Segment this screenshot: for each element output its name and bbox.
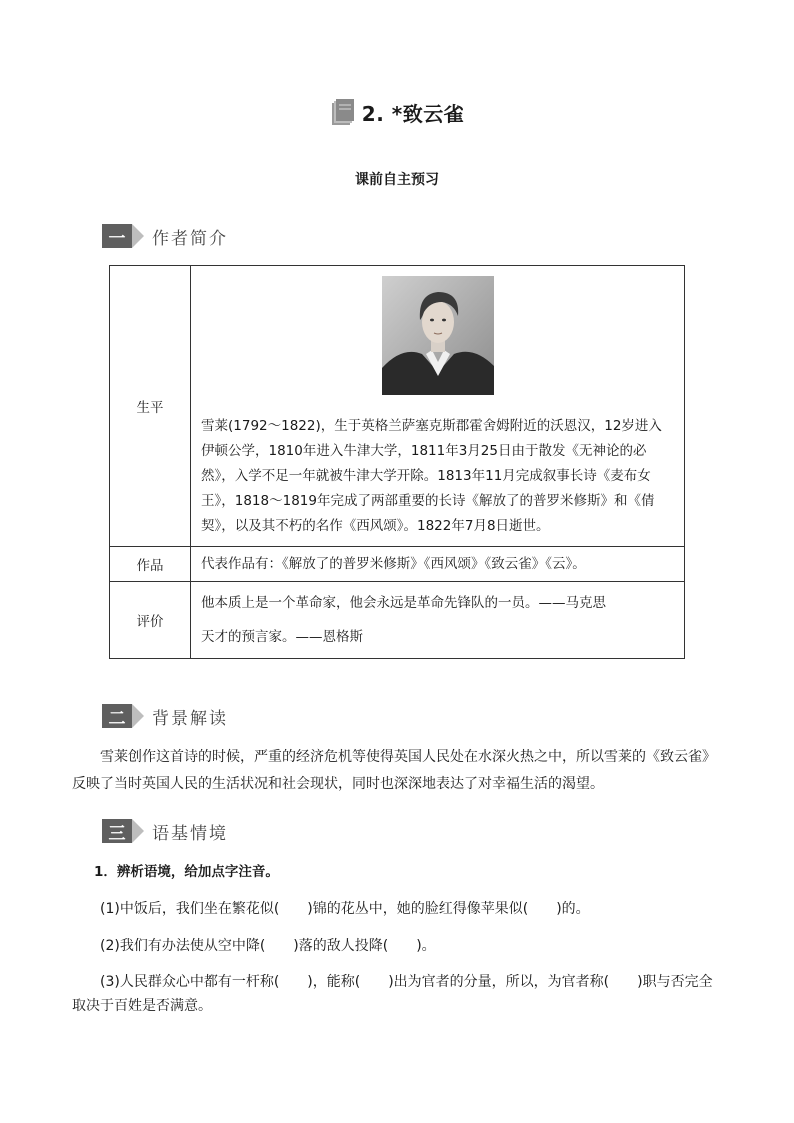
row-label: 作品: [110, 547, 191, 582]
section-number-badge: 一: [102, 224, 132, 248]
book-icon: [330, 99, 354, 127]
section-title: 作者简介: [152, 228, 228, 249]
section-header-author: [102, 222, 228, 250]
row-label: 生平: [110, 266, 191, 547]
works-description: 代表作品有：《解放了的普罗米修斯》《西风颂》《致云雀》《云》。: [191, 547, 685, 582]
question-item: (3)人民群众心中都有一杆称( )，能称( )出为官者的分量，所以，为官者称( )职与否完全取决于百姓是否满意。: [72, 974, 713, 1014]
section-header-language: [102, 817, 228, 845]
table-row: [110, 582, 685, 659]
section-title: 背景解读: [152, 708, 228, 729]
table-row: [110, 547, 685, 582]
row-content: [191, 266, 685, 547]
row-label: 评价: [110, 582, 191, 659]
life-description: 雪莱(1792～1822)，生于英格兰萨塞克斯郡霍舍姆附近的沃恩汉，12岁进入伊顿公学，1810年进入牛津大学，1811年3月25日由于散发《无神论的必然》，入学不足一年就被牛津大学开除。1813年11月完成叙事长诗《麦布女王》，1818～1819年完成了两部重要的长诗《解放了的普罗米修斯》和《倩契》，以及其不朽的名作《西风颂》。1822年7月8日逝世。: [201, 417, 662, 534]
table-row: [110, 266, 685, 547]
author-portrait-image: [382, 276, 494, 395]
page-title: 2. *致云雀: [361, 102, 465, 126]
evaluation-cell: [191, 582, 685, 659]
evaluation-quote: 他本质上是一个革命家，他会永远是革命先锋队的一员。——马克思: [201, 595, 606, 611]
background-paragraph: 雪莱创作这首诗的时候，严重的经济危机等使得英国人民处在水深火热之中，所以雪莱的《致云雀》反映了当时英国人民的生活状况和社会现状，同时也深深地表达了对幸福生活的渴望。: [72, 749, 716, 792]
question-item: (2)我们有办法使从空中降( )落的敌人投降( )。: [100, 938, 436, 954]
page-subtitle: 课前自主预习: [355, 172, 439, 188]
question-item: (1)中饭后，我们坐在繁花似( )锦的花丛中，她的脸红得像苹果似( )的。: [100, 901, 590, 917]
title-row: [0, 98, 794, 131]
section-title: 语基情境: [152, 823, 228, 844]
question-title: 1．辨析语境，给加点字注音。: [94, 864, 279, 880]
author-bio-table: [109, 265, 685, 659]
section-header-background: [102, 702, 228, 730]
section-number-badge: 二: [102, 704, 132, 728]
section-number-badge: 三: [102, 819, 132, 843]
evaluation-quote: 天才的预言家。——恩格斯: [201, 629, 363, 645]
